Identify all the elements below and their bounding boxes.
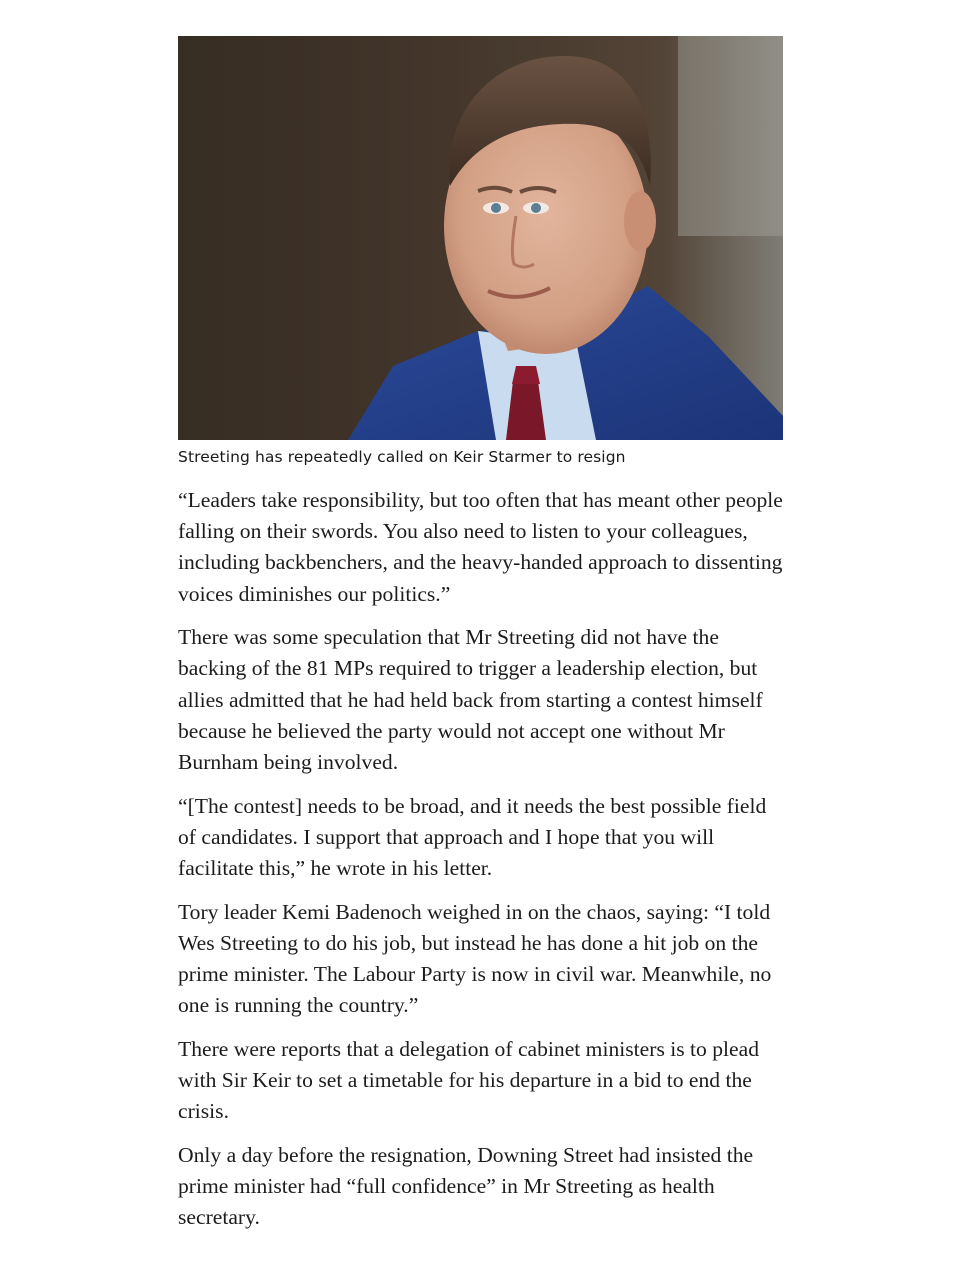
paragraph: Only a day before the resignation, Downing Street had insisted the prime minister had “full confidence” in Mr Streeting as health secretary. — [178, 1142, 754, 1230]
article-photo — [178, 36, 783, 440]
portrait-image — [178, 36, 783, 440]
paragraph: Tory leader Kemi Badenoch weighed in on the chaos, saying: “I told Wes Streeting to do his job, but instead he has done a hit job on the prime minister. The Labour Party is now in civil war. Meanwhile, no one is running the country.” — [178, 899, 772, 1018]
paragraph: “[The contest] needs to be broad, and it needs the best possible field of candidates. I support that approach and I hope that you will facilitate this,” he wrote in his letter. — [178, 793, 767, 881]
article-body — [178, 36, 784, 1233]
paragraph: “Leaders take responsibility, but too often that has meant other people falling on their swords. You also need to listen to your colleagues, including backbenchers, and the heavy-handed approach to dissenting voices diminishes our politics.” — [178, 488, 783, 606]
paragraph: There was some speculation that Mr Streeting did not have the backing of the 81 MPs required to trigger a leadership election, but allies admitted that he had held back from starting a contest himself because he believed the party would not accept one without Mr Burnham being involved. — [178, 625, 763, 775]
paragraph: There were reports that a delegation of cabinet ministers is to plead with Sir Keir to set a timetable for his departure in a bid to end the crisis. — [178, 1036, 760, 1124]
image-caption: Streeting has repeatedly called on Keir Starmer to resign — [178, 448, 626, 466]
